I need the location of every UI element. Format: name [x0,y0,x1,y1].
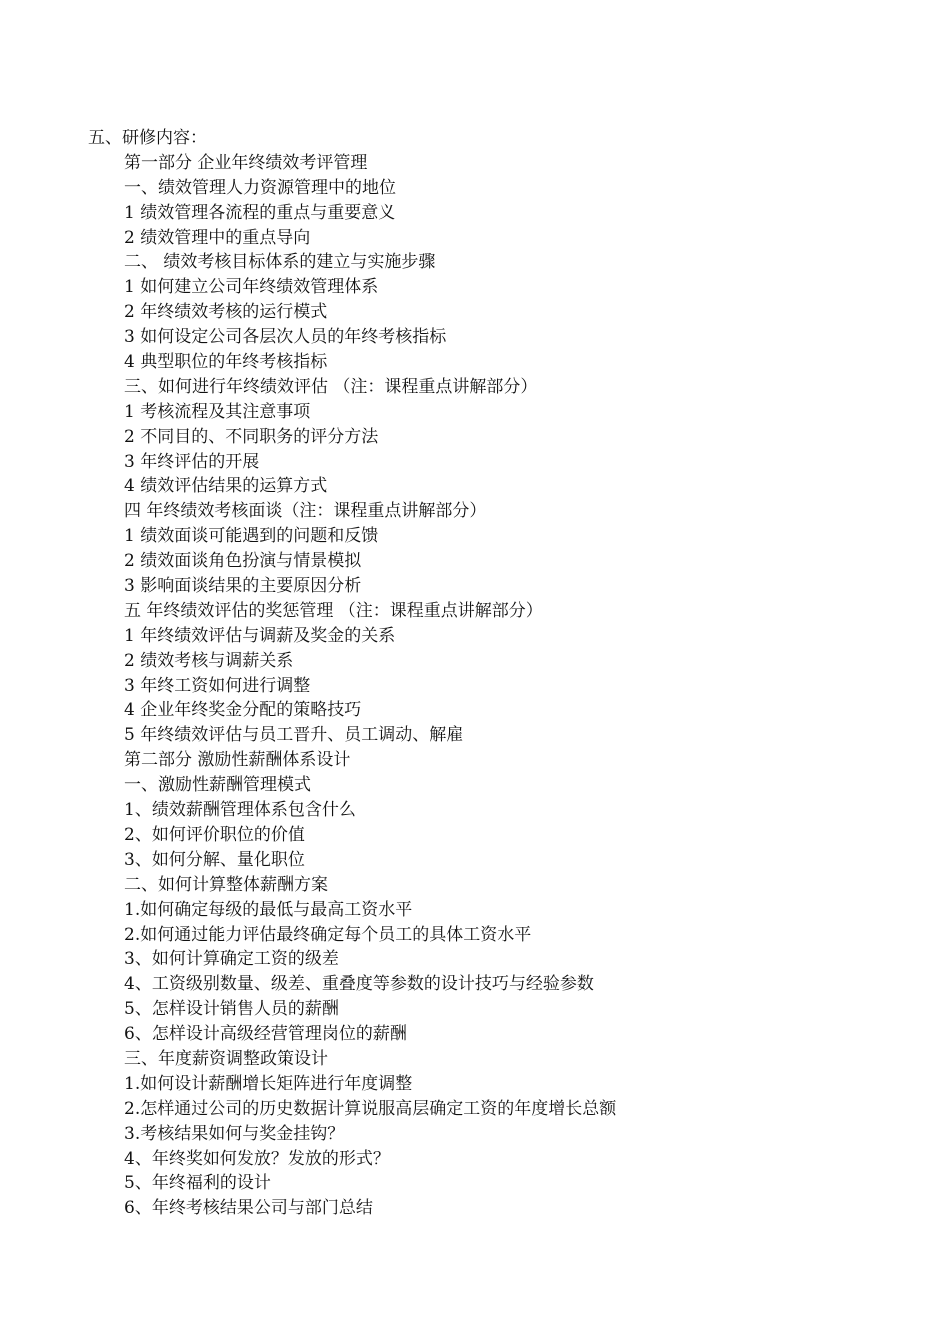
content-line: 3 年终工资如何进行调整 [124,675,311,696]
content-line: 2 绩效管理中的重点导向 [124,227,311,248]
content-line: 5、怎样设计销售人员的薪酬 [124,999,339,1020]
content-line: 4 典型职位的年终考核指标 [124,352,328,373]
content-line: 1、绩效薪酬管理体系包含什么 [124,800,356,821]
content-line: 1 绩效管理各流程的重点与重要意义 [124,202,396,223]
content-line: 四 年终绩效考核面谈（注：课程重点讲解部分） [124,501,487,522]
content-list [124,151,616,1221]
content-line: 4、工资级别数量、级差、重叠度等参数的设计技巧与经验参数 [124,974,594,995]
section-heading: 五、研修内容： [88,128,207,148]
content-line: 3、如何计算确定工资的级差 [124,949,339,970]
content-line: 2 绩效面谈角色扮演与情景模拟 [124,551,362,572]
content-line: 2.如何通过能力评估最终确定每个员工的具体工资水平 [124,924,532,945]
content-line: 1.如何确定每级的最低与最高工资水平 [124,899,413,920]
content-line: 3 影响面谈结果的主要原因分析 [124,576,362,597]
content-line: 第一部分 企业年终绩效考评管理 [124,152,368,173]
content-line: 1 绩效面谈可能遇到的问题和反馈 [124,526,379,547]
content-line: 3、如何分解、量化职位 [124,849,305,870]
content-line: 3.考核结果如何与奖金挂钩？ [124,1123,345,1144]
content-line: 5、年终福利的设计 [124,1173,271,1194]
content-line: 4 绩效评估结果的运算方式 [124,476,328,497]
content-line: 5 年终绩效评估与员工晋升、员工调动、解雇 [124,725,464,746]
content-line: 二、如何计算整体薪酬方案 [124,874,328,895]
content-line: 三、如何进行年终绩效评估 （注：课程重点讲解部分） [124,376,538,397]
content-line: 1 考核流程及其注意事项 [124,401,311,422]
content-line: 6、年终考核结果公司与部门总结 [124,1198,373,1219]
content-line: 4 企业年终奖金分配的策略技巧 [124,700,362,721]
content-line: 2 绩效考核与调薪关系 [124,650,294,671]
content-line: 6、怎样设计高级经营管理岗位的薪酬 [124,1024,407,1045]
content-line: 二、 绩效考核目标体系的建立与实施步骤 [124,252,436,273]
content-line: 一、激励性薪酬管理模式 [124,775,311,796]
content-line: 一、绩效管理人力资源管理中的地位 [124,177,396,198]
content-line: 1.如何设计薪酬增长矩阵进行年度调整 [124,1073,413,1094]
content-line: 三、年度薪资调整政策设计 [124,1048,328,1069]
content-line: 3 年终评估的开展 [124,451,260,472]
content-line: 1 如何建立公司年终绩效管理体系 [124,277,379,298]
content-line: 2.怎样通过公司的历史数据计算说服高层确定工资的年度增长总额 [124,1098,617,1119]
content-line: 2 不同目的、不同职务的评分方法 [124,426,379,447]
content-line: 1 年终绩效评估与调薪及奖金的关系 [124,625,396,646]
content-line: 2 年终绩效考核的运行模式 [124,302,328,323]
content-line: 3 如何设定公司各层次人员的年终考核指标 [124,327,447,348]
content-line: 4、年终奖如何发放？发放的形式？ [124,1148,390,1169]
content-line: 第二部分 激励性薪酬体系设计 [124,750,351,771]
content-line: 2、如何评价职位的价值 [124,824,305,845]
content-line: 五 年终绩效评估的奖惩管理 （注：课程重点讲解部分） [124,600,543,621]
